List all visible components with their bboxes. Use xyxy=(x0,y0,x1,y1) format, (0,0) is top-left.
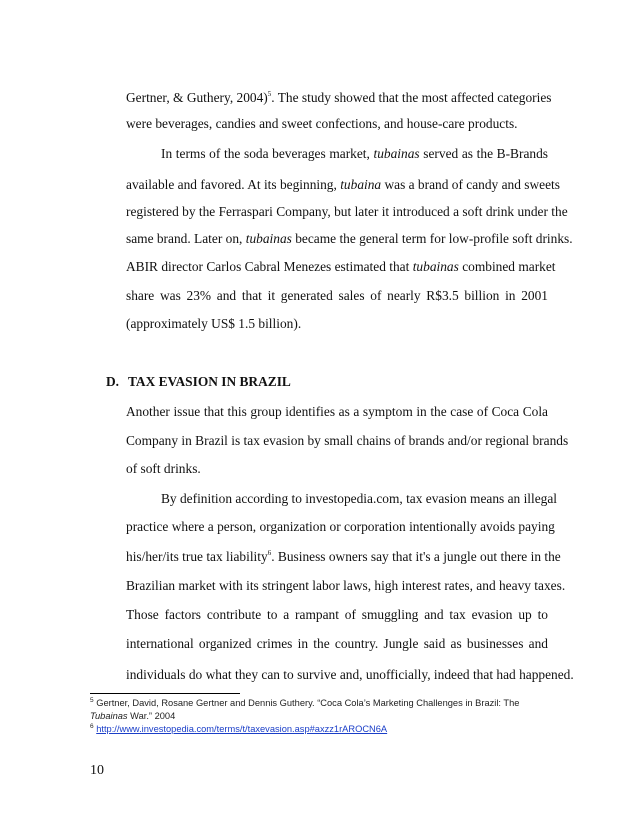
footnote-ref[interactable]: 6 xyxy=(267,549,272,557)
paragraph-line: (approximately US$ 1.5 billion). xyxy=(126,316,302,331)
page-number: 10 xyxy=(90,763,104,778)
section-heading: D. TAX EVASION IN BRAZIL xyxy=(106,374,291,389)
paragraph-line: Another issue that this group identifies as a symptom in the case of Coca Cola xyxy=(126,404,548,419)
paragraph-line: same brand. Later on, tubainas became the general term for low-profile soft drinks. xyxy=(126,231,573,246)
paragraph-line: Company in Brazil is tax evasion by small chains of brands and/or regional brands xyxy=(126,433,569,448)
footnote-separator xyxy=(90,693,240,694)
footnote-6: $^6$ http://www.investopedia.com/terms/t/taxevasion.asp#axzz1rAROCN6A xyxy=(90,723,388,734)
paragraph-line: In terms of the soda beverages market, tubainas served as the B-Brands xyxy=(161,146,548,161)
paragraph-line: Those factors contribute to a rampant of smuggling and tax evasion up to xyxy=(126,607,548,622)
paragraph-line: individuals do what they can to survive and, unofficially, indeed that had happened. xyxy=(126,667,574,682)
footnote-ref[interactable]: 5 xyxy=(267,90,272,98)
paragraph-line: ABIR director Carlos Cabral Menezes estimated that tubainas combined market xyxy=(126,259,556,274)
paragraph-line: of soft drinks. xyxy=(126,461,201,476)
paragraph-line: By definition according to investopedia.com, tax evasion means an illegal xyxy=(161,491,558,506)
paragraph-line: practice where a person, organization or corporation intentionally avoids paying xyxy=(126,519,555,534)
footnote-link[interactable]: http://www.investopedia.com/terms/t/taxevasion.asp#axzz1rAROCN6A xyxy=(96,724,388,734)
paragraph-line: his/her/its true tax liability$^6$. Business owners say that it's a jungle out there in the xyxy=(126,549,561,564)
paragraph-line: Brazilian market with its stringent labor laws, high interest rates, and heavy taxes. xyxy=(126,578,566,593)
paragraph-line: Gertner, & Guthery, 2004)$^5$. The study showed that the most affected categories xyxy=(126,90,552,105)
paragraph-line: share was 23% and that it generated sales of nearly R$3.5 billion in 2001 xyxy=(126,288,548,303)
paragraph-line: were beverages, candies and sweet confections, and house-care products. xyxy=(126,116,518,131)
footnote-5-cont: Tubainas War.” 2004 xyxy=(90,711,176,721)
paragraph-line: registered by the Ferraspari Company, but later it introduced a soft drink under the xyxy=(126,204,568,219)
paragraph-line: international organized crimes in the country. Jungle said as businesses and xyxy=(126,636,548,651)
paragraph-line: available and favored. At its beginning, tubaina was a brand of candy and sweets xyxy=(126,177,560,192)
footnote-5: $^5$ Gertner, David, Rosane Gertner and Dennis Guthery. “Coca Cola’s Marketing Challenges in Brazil: The xyxy=(90,697,520,708)
